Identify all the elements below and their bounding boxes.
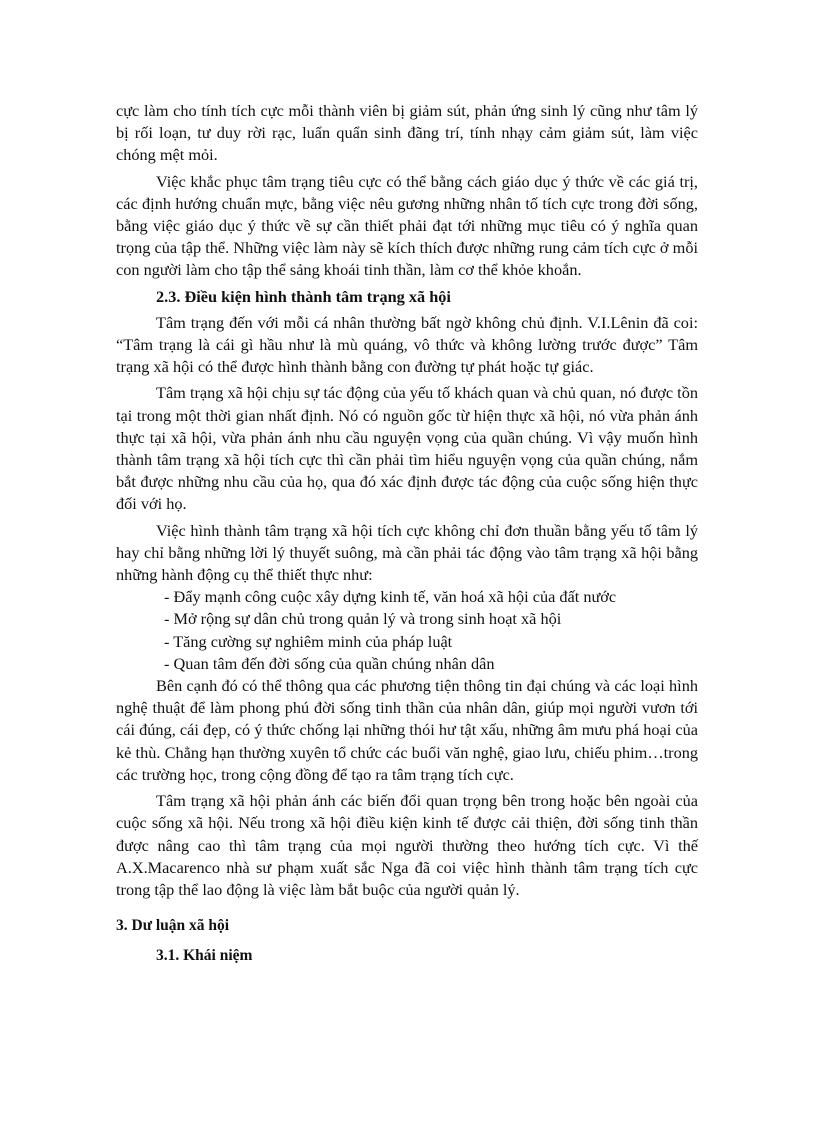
section-heading-3-1: 3.1. Khái niệm [156,947,253,965]
list-item: - Tăng cường sự nghiêm minh của pháp luật [164,631,453,651]
section-heading-3: 3. Dư luận xã hội [116,917,230,935]
paragraph-continuation: cực làm cho tính tích cực mỗi thành viên bị giảm sút, phản ứng sinh lý cũng như tâm lý bị rối loạn, tư duy rời rạc, luẩn quẩn sinh đãng trí, tính nhạy cảm giảm sút, làm việc chóng mệt mỏi. [116,101,698,165]
paragraph-concrete-actions: Việc hình thành tâm trạng xã hội tích cực không chỉ đơn thuần bằng yếu tố tâm lý hay chỉ bằng những lời lý thuyết suông, mà cần phải tác động vào tâm trạng xã hội bằng những hành động cụ thể thiết thực như: [116,520,698,585]
paragraph-objective-subjective: Tâm trạng xã hội chịu sự tác động của yếu tố khách quan và chủ quan, nó được tồn tại trong một thời gian nhất định. Nó có nguồn gốc từ hiện thực xã hội, nó vừa phản ánh thực tại xã hội, vừa phản ánh nhu cầu nguyện vọng của quần chúng. Vì vậy muốn hình thành tâm trạng xã hội tích cực thì cần phải tìm hiểu nguyện vọng của quần chúng, nắm bắt được những nhu cầu của họ, qua đó xác định được tác động của cuộc sống hiện thực đối với họ. [116,383,698,514]
section-heading-2-3: 2.3. Điều kiện hình thành tâm trạng xã hội [156,286,451,306]
paragraph-macarenco: Tâm trạng xã hội phản ánh các biến đổi quan trọng bên trong hoặc bên ngoài của cuộc sống xã hội. Nếu trong xã hội điều kiện kinh tế được cải thiện, đời sống tinh thần được nâng cao thì tâm trạng của mọi người thường theo hướng tích cực. Vì thế A.X.Macarenco nhà sư phạm xuất sắc Nga đã coi việc hình thành tâm trạng tích cực trong tập thể lao động là việc làm bắt buộc của người quản lý. [116,791,698,899]
list-item: - Đẩy mạnh công cuộc xây dựng kinh tế, văn hoá xã hội của đất nước [164,587,617,607]
list-item: - Mở rộng sự dân chủ trong quản lý và trong sinh hoạt xã hội [164,609,562,629]
paragraph-overcoming-negative-mood: Việc khắc phục tâm trạng tiêu cực có thể bằng cách giáo dục ý thức về các giá trị, các định hướng chuẩn mực, bằng việc nêu gương những nhân tố tích cực trong đời sống, bằng việc giáo dục ý thức về sự cần thiết phải đạt tới những mục tiêu có ý nghĩa quan trọng của tập thể. Những việc làm này sẽ kích thích được những rung cảm tích cực ở mỗi con người làm cho tập thể sảng khoái tinh thần, làm cơ thể khỏe khoắn. [116,171,698,280]
paragraph-lenin-quote: Tâm trạng đến với mỗi cá nhân thường bất ngờ không chủ định. V.I.Lênin đã coi: “Tâm trạng là cái gì hầu như là mù quáng, vô thức và không lường trước được” Tâm trạng xã hội có thể được hình thành bằng con đường tự phát hoặc tự giác. [116,312,698,377]
document-page [116,100,698,968]
list-item: - Quan tâm đến đời sống của quần chúng nhân dân [164,653,495,673]
paragraph-media-arts: Bên cạnh đó có thể thông qua các phương tiện thông tin đại chúng và các loại hình nghệ thuật để làm phong phú đời sống tinh thần của nhân dân, giúp mọi người vươn tới cái đúng, cái đẹp, có ý thức chống lại những thói hư tật xấu, những âm mưu phá hoại của kẻ thù. Chẳng hạn thường xuyên tổ chức các buổi văn nghệ, giao lưu, chiếu phim…trong các trường học, trong cộng đồng để tạo ra tâm trạng tích cực. [116,676,698,784]
